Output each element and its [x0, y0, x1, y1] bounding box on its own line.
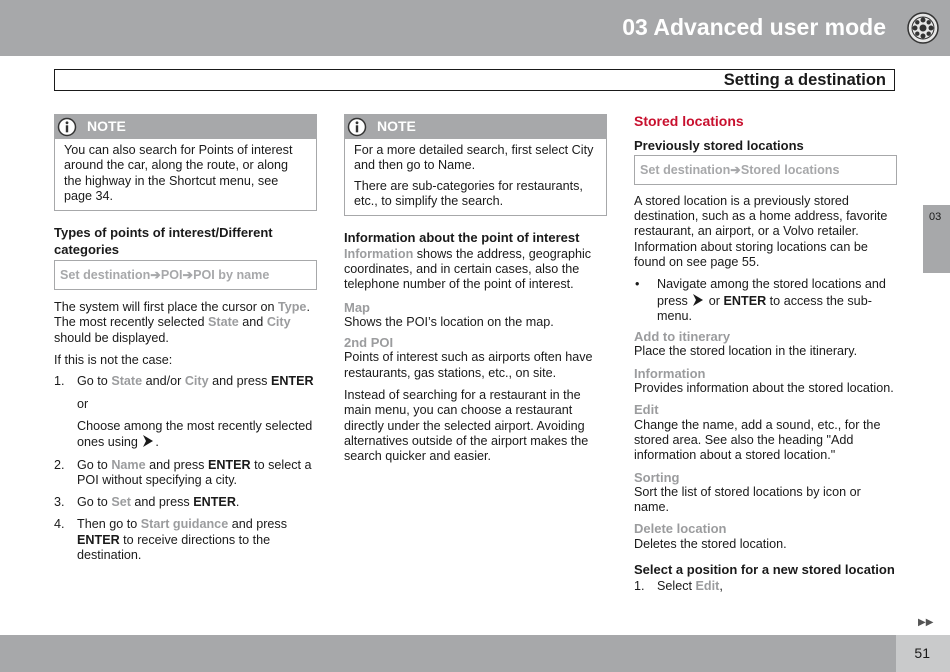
second-poi-text: Points of interest such as airports often have restaurants, gas stations, etc., on site. — [344, 350, 593, 380]
right-arrow-icon: ➔ — [150, 268, 161, 283]
steps-list — [54, 374, 317, 563]
item-text: Deletes the stored location. — [634, 536, 787, 551]
list-item: 4. Then go to Start guidance and press ENTER to receive directions to the destination. — [54, 517, 288, 563]
steering-wheel-icon — [906, 11, 940, 45]
info-paragraph: Information shows the address, geographic coordinates, and in certain cases, also the telephone number of the point of interest. — [344, 246, 592, 292]
page-number: 51 — [914, 645, 930, 661]
footer-bar — [0, 635, 950, 672]
section-header — [54, 69, 895, 91]
column-3 — [634, 114, 897, 594]
double-triangle-icon: ▶▶ — [918, 617, 934, 628]
note-box — [344, 114, 607, 216]
item-label: Delete location — [634, 521, 727, 537]
chapter-side-tab — [923, 205, 950, 273]
note-text: There are sub-categories for restaurants, etc., to simplify the search. — [354, 178, 583, 208]
if-not-text: If this is not the case: — [54, 353, 173, 368]
list-item: 2. Go to Name and press ENTER to select a POI without specifying a city. — [54, 457, 312, 487]
right-arrow-icon: ➔ — [182, 268, 194, 283]
heading-poi-info: Information about the point of interest — [344, 230, 580, 246]
page-number-tab — [896, 635, 950, 672]
menu-path: Set destination➔POI➔POI by name — [54, 260, 317, 290]
chevron-right-icon — [691, 293, 705, 307]
list-item: 3. Go to Set and press ENTER. — [54, 495, 240, 510]
section-title: Setting a destination — [723, 71, 886, 89]
map-label: Map — [344, 299, 370, 315]
menu-path: Set destination➔Stored locations — [634, 155, 897, 185]
list-item: • Navigate among the stored locations and press or ENTER to access the sub-menu. — [635, 277, 886, 323]
list-item: 1. Select Edit, — [634, 578, 723, 593]
stored-description: A stored location is a previously stored destination, such as a home address, favorite restaurant, an airport, or a Volvo retailer. Information about storing locations can be found on see page 55. — [634, 193, 888, 269]
note-label: NOTE — [377, 118, 416, 134]
item-label: Information — [634, 365, 706, 381]
intro-paragraph: The system will first place the cursor on Type. The most recently selected State and City should be displayed. — [54, 300, 310, 345]
chevron-right-icon — [141, 434, 155, 448]
airport-paragraph: Instead of searching for a restaurant in the main menu, you can choose a restaurant directly under the selected airport. Avoiding alternatives outside of the airport makes the search quicker and easier. — [344, 388, 589, 464]
item-text: Change the name, add a sound, etc., for the stored area. See also the heading "Add information about a stored location." — [634, 417, 881, 463]
item-text: Sort the list of stored locations by icon or name. — [634, 484, 861, 515]
info-icon — [57, 117, 77, 137]
heading-new-position: Select a position for a new stored location — [634, 562, 895, 578]
list-item: 1. Go to State and/or City and press ENTER or Choose among the most recently selected ones using . — [54, 374, 317, 450]
note-label: NOTE — [87, 118, 126, 134]
heading-poi-types: Types of points of interest/Different categories — [54, 225, 273, 257]
heading-previous: Previously stored locations — [634, 138, 804, 154]
item-label: Add to itinerary — [634, 329, 731, 345]
header-bar — [0, 0, 950, 56]
right-arrow-icon: ➔ — [730, 162, 741, 177]
steps-list — [634, 579, 897, 594]
or-text: or — [77, 396, 89, 411]
chapter-number: 03 — [929, 211, 942, 223]
item-label: Sorting — [634, 469, 680, 485]
item-text: Place the stored location in the itinerary. — [634, 344, 858, 359]
choose-text: Choose among the most recently selected ones using . — [77, 418, 313, 450]
item-label: Edit — [634, 402, 659, 418]
column-2 — [344, 114, 607, 465]
note-text: For a more detailed search, first select City and then go to Name. — [354, 143, 594, 173]
note-box — [54, 114, 317, 211]
bullet-list — [634, 277, 897, 324]
info-icon — [347, 117, 367, 137]
map-text: Shows the POI’s location on the map. — [344, 314, 554, 329]
second-poi-label: 2nd POI — [344, 335, 394, 351]
column-1 — [54, 114, 317, 563]
note-text: You can also search for Points of interest around the car, along the route, or along the highway in the Shortcut menu, see page 34. — [64, 143, 293, 203]
chapter-title: 03 Advanced user mode — [622, 14, 886, 40]
item-text: Provides information about the stored location. — [634, 381, 894, 396]
stored-locations-title: Stored locations — [634, 113, 744, 129]
